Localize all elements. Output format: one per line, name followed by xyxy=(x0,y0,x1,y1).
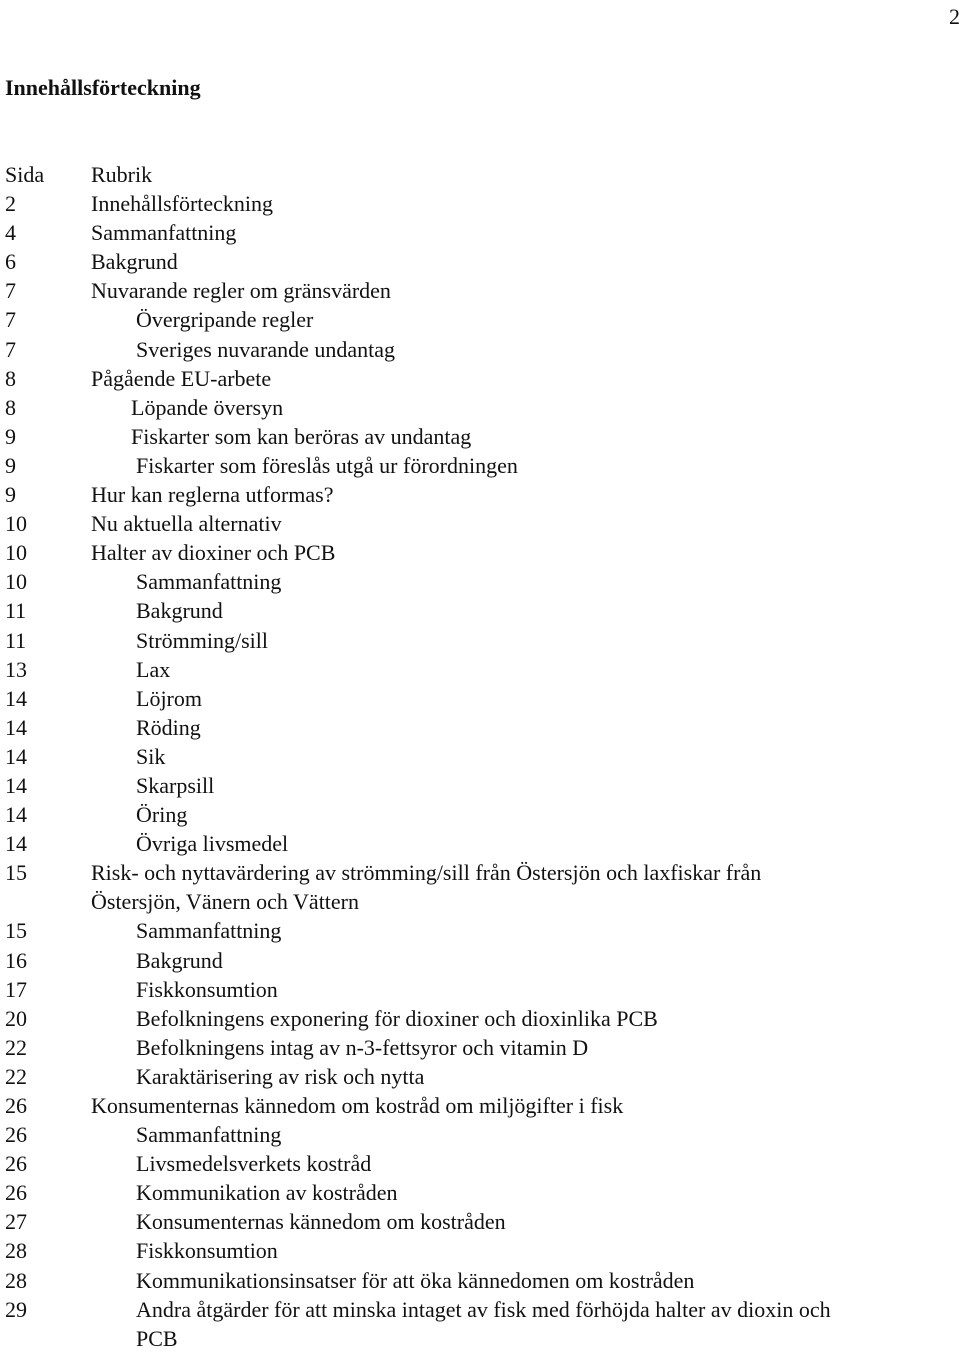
column-header-title: Rubrik xyxy=(91,162,153,187)
toc-entry-page: 2 xyxy=(5,191,16,217)
toc-entry xyxy=(5,247,955,276)
toc-entry xyxy=(5,393,955,422)
toc-entry xyxy=(5,742,955,771)
toc-entry-title: Sammanfattning xyxy=(136,1122,282,1148)
toc-entry xyxy=(5,713,955,742)
toc-entry-title: Bakgrund xyxy=(136,598,223,624)
toc-entry xyxy=(5,335,955,364)
toc-entry-page: 22 xyxy=(5,1063,27,1089)
toc-entry-page: 14 xyxy=(5,802,27,828)
toc-entry xyxy=(5,1295,955,1324)
toc-entry-page: 6 xyxy=(5,249,16,275)
toc-entry-title: Öring xyxy=(136,802,188,828)
toc-entry xyxy=(5,218,955,247)
toc-entry xyxy=(5,916,955,945)
toc-entry xyxy=(5,626,955,655)
toc-entry xyxy=(5,1266,955,1295)
toc-entry-title: Sammanfattning xyxy=(91,220,237,246)
toc-entry-title: Skarpsill xyxy=(136,772,215,798)
toc-entry-page: 8 xyxy=(5,365,16,391)
toc-entry xyxy=(5,422,955,451)
toc-entry-title: Sammanfattning xyxy=(136,569,282,595)
toc-entry-title: Kommunikationsinsatser för att öka kännedomen om kostråden xyxy=(136,1267,695,1293)
toc-entry-title: Konsumenternas kännedom om kostråd om miljögifter i fisk xyxy=(91,1093,624,1118)
toc-entry-title: Innehållsförteckning xyxy=(91,191,274,217)
toc-entry-title: Löjrom xyxy=(136,685,202,711)
toc-entry xyxy=(5,567,955,596)
toc-entry xyxy=(5,858,955,887)
toc-entry-page: 28 xyxy=(5,1238,27,1264)
toc-entry-page: 14 xyxy=(5,831,27,857)
toc-entry xyxy=(5,975,955,1004)
toc-entry xyxy=(5,684,955,713)
toc-entry-title: Bakgrund xyxy=(91,249,178,275)
toc-entry-title: Kommunikation av kostråden xyxy=(136,1180,398,1206)
page-title: Innehållsförteckning xyxy=(5,75,201,100)
toc-entry-title: Befolkningens exponering för dioxiner och dioxinlika PCB xyxy=(136,1005,658,1031)
toc-entry-title: Röding xyxy=(136,714,201,740)
toc-entry-title: Löpande översyn xyxy=(131,394,284,420)
toc-entry-page: 20 xyxy=(5,1005,27,1031)
toc-entry-page: 26 xyxy=(5,1151,27,1177)
toc-entry xyxy=(5,451,955,480)
toc-entry-page: 14 xyxy=(5,714,27,740)
toc-entry xyxy=(5,596,955,625)
toc-entry-page: 14 xyxy=(5,743,27,769)
toc-entry-page: 26 xyxy=(5,1180,27,1206)
toc-entry xyxy=(5,1062,955,1091)
toc-entry-title: Hur kan reglerna utformas? xyxy=(91,482,334,508)
toc-entry xyxy=(5,364,955,393)
toc-entry-title: Livsmedelsverkets kostråd xyxy=(136,1151,372,1177)
toc-entry-page: 7 xyxy=(5,278,16,304)
toc-entry-title: Befolkningens intag av n-3-fettsyror och vitamin D xyxy=(136,1034,589,1060)
toc-entry-title: Övriga livsmedel xyxy=(136,831,289,857)
toc-entry-page: 13 xyxy=(5,656,27,682)
toc-entry xyxy=(5,1236,955,1265)
toc-entry-page: 4 xyxy=(5,220,16,246)
toc-entry-page: 22 xyxy=(5,1034,27,1060)
toc-entry xyxy=(5,538,955,567)
toc-entry xyxy=(5,480,955,509)
toc-entry xyxy=(5,655,955,684)
toc-entry-title: Övergripande regler xyxy=(136,307,314,333)
toc-entry-title: Sveriges nuvarande undantag xyxy=(136,336,396,362)
toc-entry-page: 11 xyxy=(5,598,27,624)
toc-entry-title: Fiskkonsumtion xyxy=(136,1238,278,1264)
toc-entry-page: 16 xyxy=(5,947,27,973)
toc-entry xyxy=(5,1178,955,1207)
toc-entry-page: 28 xyxy=(5,1267,27,1293)
toc-entry-page: 15 xyxy=(5,860,27,886)
page-number: 2 xyxy=(949,4,960,29)
toc-entry-title: Fiskkonsumtion xyxy=(136,976,278,1002)
toc-entry-title: Andra åtgärder för att minska intaget av fisk med förhöjda halter av dioxin och xyxy=(136,1296,831,1322)
toc-entry xyxy=(5,1004,955,1033)
toc-entry-title: Nuvarande regler om gränsvärden xyxy=(91,278,391,304)
toc-entry xyxy=(5,1207,955,1236)
toc-entry xyxy=(5,1091,955,1120)
table-of-contents xyxy=(5,160,955,1353)
toc-entry-page: 9 xyxy=(5,482,16,508)
toc-entry-page: 9 xyxy=(5,423,16,449)
toc-entry-title: Östersjön, Vänern och Vättern xyxy=(91,889,360,915)
toc-entry-page: 29 xyxy=(5,1296,27,1322)
toc-entry xyxy=(5,509,955,538)
toc-entry-page: 27 xyxy=(5,1209,27,1235)
toc-entry-page: 7 xyxy=(5,336,16,362)
column-header-page: Sida xyxy=(5,162,45,187)
toc-entry xyxy=(5,1324,955,1353)
toc-entry xyxy=(5,829,955,858)
toc-entry-page: 14 xyxy=(5,685,27,711)
toc-entry-page: 9 xyxy=(5,452,16,478)
toc-entry xyxy=(5,305,955,334)
toc-entry-title: Bakgrund xyxy=(136,947,223,973)
toc-entry xyxy=(5,887,955,916)
toc-entries xyxy=(5,189,955,1353)
toc-entry-title: Halter av dioxiner och PCB xyxy=(91,540,336,566)
toc-entry-title: Karaktärisering av risk och nytta xyxy=(136,1063,425,1089)
toc-entry-page: 7 xyxy=(5,307,16,333)
toc-entry-page: 10 xyxy=(5,569,27,595)
toc-entry-page: 10 xyxy=(5,540,27,566)
toc-entry-page: 15 xyxy=(5,918,27,944)
toc-entry-title: Lax xyxy=(136,656,171,682)
toc-entry-page: 10 xyxy=(5,511,27,537)
toc-entry-title: PCB xyxy=(136,1325,178,1351)
toc-entry-title: Sammanfattning xyxy=(136,918,282,944)
toc-entry-page: 17 xyxy=(5,976,27,1002)
toc-entry-title: Strömming/sill xyxy=(136,627,269,653)
toc-entry-title: Risk- och nyttavärdering av strömming/sill från Östersjön och laxfiskar från xyxy=(91,860,762,886)
toc-entry xyxy=(5,276,955,305)
toc-entry-page: 11 xyxy=(5,627,27,653)
toc-entry-page: 14 xyxy=(5,772,27,798)
toc-entry-title: Konsumenternas kännedom om kostråden xyxy=(136,1209,506,1235)
toc-entry-page: 8 xyxy=(5,394,16,420)
toc-entry-title: Pågående EU-arbete xyxy=(91,365,272,391)
toc-entry xyxy=(5,946,955,975)
toc-entry xyxy=(5,1120,955,1149)
toc-entry-title: Fiskarter som kan beröras av undantag xyxy=(131,423,472,449)
toc-entry-title: Sik xyxy=(136,743,166,769)
toc-header-row xyxy=(5,160,955,189)
toc-entry xyxy=(5,771,955,800)
toc-entry-title: Nu aktuella alternativ xyxy=(91,511,282,537)
toc-entry-page xyxy=(5,887,91,916)
toc-entry-page: 26 xyxy=(5,1093,27,1118)
toc-entry-page: 26 xyxy=(5,1122,27,1148)
toc-entry-title: Fiskarter som föreslås utgå ur förordningen xyxy=(136,452,518,478)
toc-entry xyxy=(5,1149,955,1178)
toc-entry xyxy=(5,800,955,829)
toc-entry xyxy=(5,189,955,218)
toc-entry-page xyxy=(5,1324,91,1353)
toc-entry xyxy=(5,1033,955,1062)
